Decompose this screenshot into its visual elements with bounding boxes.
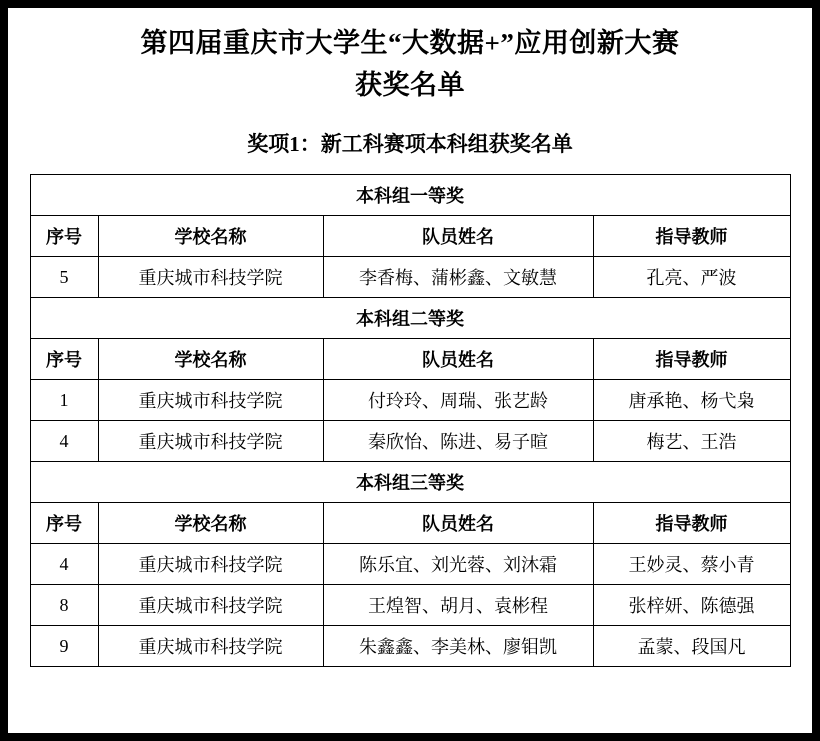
cell-advisors: 唐承艳、杨弋枭: [593, 380, 790, 421]
table-row: [30, 585, 790, 626]
cell-school: 重庆城市科技学院: [98, 380, 323, 421]
column-header-index: 序号: [30, 339, 98, 380]
cell-index: 4: [30, 421, 98, 462]
column-header-index: 序号: [30, 503, 98, 544]
column-header-advisors: 指导教师: [593, 339, 790, 380]
table-row: [30, 544, 790, 585]
group-heading: 本科组三等奖: [30, 462, 790, 503]
column-header-members: 队员姓名: [323, 503, 593, 544]
cell-members: 付玲玲、周瑞、张艺龄: [323, 380, 593, 421]
cell-advisors: 孟蒙、段国凡: [593, 626, 790, 667]
column-header-row: [30, 339, 790, 380]
cell-members: 陈乐宜、刘光蓉、刘沐霜: [323, 544, 593, 585]
table-row: [30, 257, 790, 298]
column-header-index: 序号: [30, 216, 98, 257]
cell-members: 李香梅、蒲彬鑫、文敏慧: [323, 257, 593, 298]
column-header-school: 学校名称: [98, 216, 323, 257]
cell-school: 重庆城市科技学院: [98, 585, 323, 626]
column-header-advisors: 指导教师: [593, 503, 790, 544]
cell-school: 重庆城市科技学院: [98, 257, 323, 298]
group-heading: 本科组一等奖: [30, 175, 790, 216]
column-header-row: [30, 503, 790, 544]
cell-advisors: 王妙灵、蔡小青: [593, 544, 790, 585]
cell-school: 重庆城市科技学院: [98, 626, 323, 667]
cell-members: 秦欣怡、陈进、易子暄: [323, 421, 593, 462]
cell-index: 8: [30, 585, 98, 626]
cell-members: 朱鑫鑫、李美林、廖钼凯: [323, 626, 593, 667]
column-header-members: 队员姓名: [323, 339, 593, 380]
column-header-advisors: 指导教师: [593, 216, 790, 257]
page-title-line-1: 第四届重庆市大学生“大数据+”应用创新大赛: [140, 28, 680, 58]
group-heading-row: [30, 462, 790, 503]
cell-advisors: 张梓妍、陈德强: [593, 585, 790, 626]
group-heading-row: [30, 298, 790, 339]
section-title: 奖项1：新工科赛项本科组获奖名单: [247, 132, 573, 156]
page-title-line-2: 获奖名单: [355, 70, 465, 100]
group-heading: 本科组二等奖: [30, 298, 790, 339]
cell-school: 重庆城市科技学院: [98, 544, 323, 585]
column-header-school: 学校名称: [98, 503, 323, 544]
table-row: [30, 380, 790, 421]
group-heading-row: [30, 175, 790, 216]
document-page: [8, 8, 812, 733]
cell-index: 1: [30, 380, 98, 421]
cell-school: 重庆城市科技学院: [98, 421, 323, 462]
column-header-school: 学校名称: [98, 339, 323, 380]
cell-advisors: 孔亮、严波: [593, 257, 790, 298]
cell-advisors: 梅艺、王浩: [593, 421, 790, 462]
column-header-members: 队员姓名: [323, 216, 593, 257]
cell-index: 5: [30, 257, 98, 298]
table-row: [30, 626, 790, 667]
cell-members: 王煌智、胡月、袁彬程: [323, 585, 593, 626]
award-table: [30, 174, 791, 667]
column-header-row: [30, 216, 790, 257]
table-row: [30, 421, 790, 462]
page-title: [28, 22, 792, 106]
cell-index: 4: [30, 544, 98, 585]
cell-index: 9: [30, 626, 98, 667]
